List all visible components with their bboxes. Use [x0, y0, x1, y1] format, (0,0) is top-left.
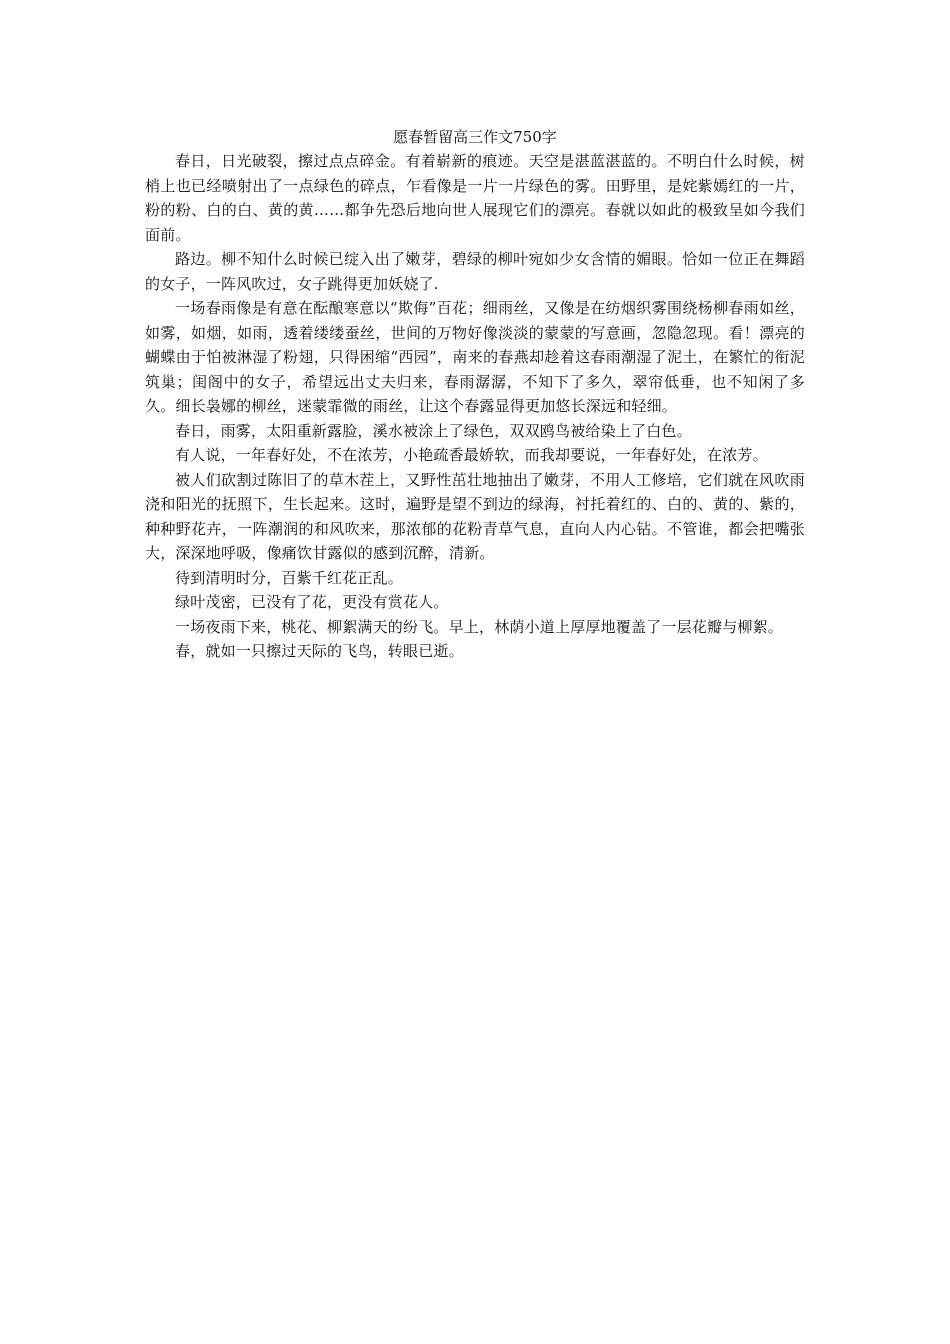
document-title: 愿春暂留高三作文750字 — [393, 128, 557, 146]
paragraph-4: 春日，雨雾，太阳重新露脸，溪水被涂上了绿色，双双鸥鸟被给染上了白色。 — [175, 421, 692, 440]
paragraph-6: 被人们砍割过陈旧了的草木茬上，又野性茁壮地抽出了嫩芽，不用人工修培，它们就在风吹雨浇和阳光的抚照下，生长起来。这时，遍野是望不到边的绿海，衬托着红的、白的、黄的、紫的，种种野花卉，一阵潮润的和风吹来，那浓郁的花粉青草气息，直向人内心钻。不管谁，都会把嘴张大，深深地呼吸，像痛饮甘露似的感到沉醉，清新。 — [145, 470, 805, 562]
paragraph-9: 一场夜雨下来，桃花、柳絮满天的纷飞。早上，林荫小道上厚厚地覆盖了一层花瓣与柳絮。 — [175, 617, 784, 636]
paragraph-2: 路边。柳不知什么时候已绽入出了嫩芽，碧绿的柳叶宛如少女含情的媚眼。恰如一位正在舞蹈的女子，一阵风吹过，女子跳得更加妖娆了. — [145, 250, 805, 293]
document-page — [145, 125, 805, 664]
paragraph-8: 绿叶茂密，已没有了花，更没有赏花人。 — [175, 593, 449, 611]
paragraph-3: 一场春雨像是有意在酝酿寒意以“欺侮”百花；细雨丝，又像是在纺烟织雾围绕杨柳春雨如丝，如雾，如烟，如雨，透着缕缕蚕丝，世间的万物好像淡淡的蒙蒙的写意画，忽隐忽现。看！漂亮的蝴蝶由于怕被淋湿了粉翅，只得困缩“西园”，南来的春燕却趁着这春雨潮湿了泥土，在繁忙的衔泥筑巢；闺阁中的女子，希望远出丈夫归来，春雨潺潺，不知下了多久，翠帘低垂，也不知闲了多久。细长袅娜的柳丝，迷蒙霏微的雨丝，让这个春露显得更加悠长深远和轻细。 — [145, 299, 805, 415]
paragraph-5: 有人说，一年春好处，不在浓芳，小艳疏香最娇软，而我却要说，一年春好处，在浓芳。 — [175, 446, 768, 464]
paragraph-1: 春日，日光破裂，擦过点点碎金。有着崭新的痕迹。天空是湛蓝湛蓝的。不明白什么时候，树梢上也已经喷射出了一点绿色的碎点，乍看像是一片一片绿色的雾。田野里，是姹紫嫣红的一片，粉的粉、白的白、黄的黄……都争先恐后地向世人展现它们的漂亮。春就以如此的极致呈如今我们面前。 — [145, 152, 805, 244]
paragraph-7: 待到清明时分，百紫千红花正乱。 — [175, 568, 404, 587]
paragraph-10: 春，就如一只擦过天际的飞鸟，转眼已逝。 — [175, 642, 464, 660]
